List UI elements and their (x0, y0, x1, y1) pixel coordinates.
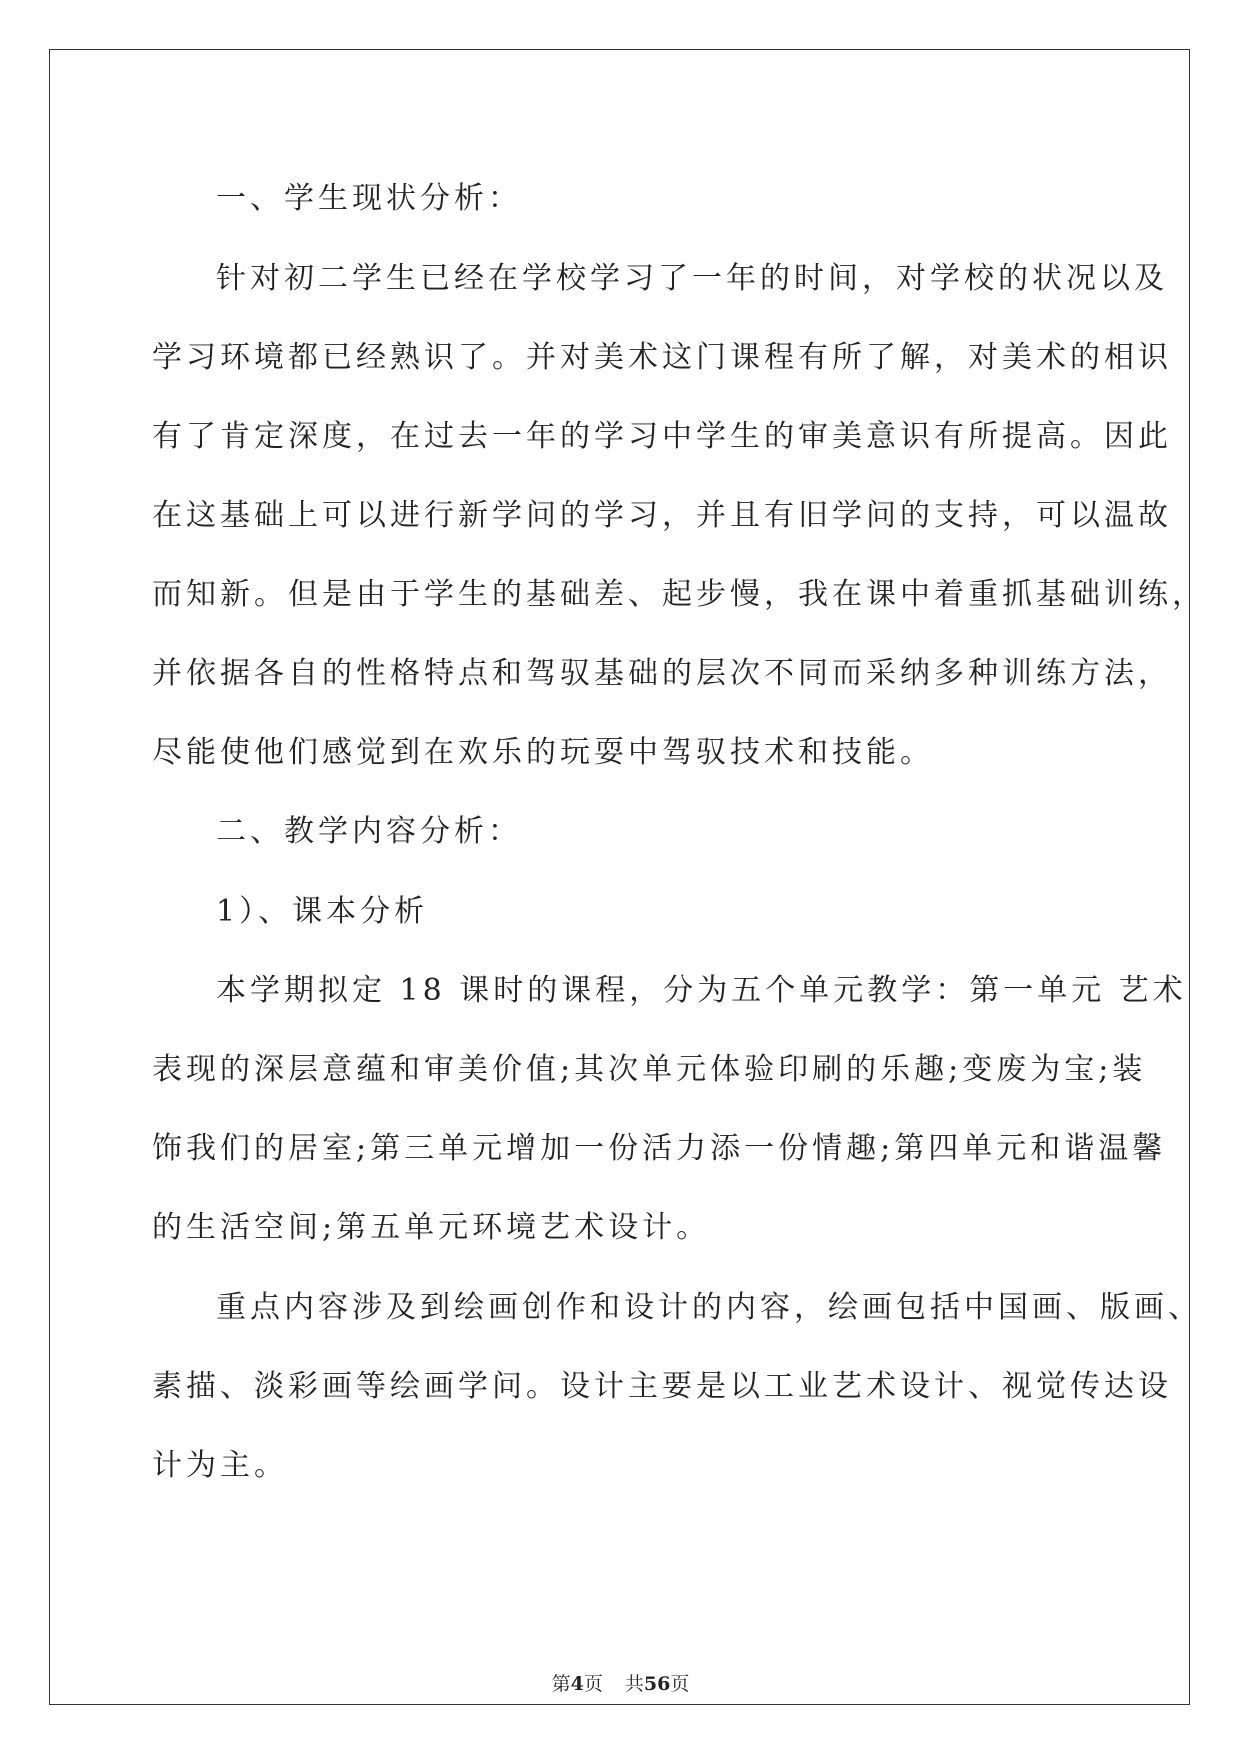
heading-student-status: 一、学生现状分析： (216, 181, 522, 216)
heading-teaching-content: 二、教学内容分析： (216, 814, 522, 849)
paragraph-line: 素描、淡彩画等绘画学问。设计主要是以工业艺术设计、视觉传达设 (152, 1369, 1172, 1404)
paragraph-line: 在这基础上可以进行新学问的学习，并且有旧学问的支持，可以温故 (152, 498, 1172, 533)
page-footer (0, 1672, 1241, 1696)
paragraph-line: 本学期拟定 18 课时的课程，分为五个单元教学：第一单元 艺术 (216, 973, 1187, 1008)
page-current: 4 (570, 1673, 584, 1695)
paragraph-line: 有了肯定深度，在过去一年的学习中学生的审美意识有所提高。因此 (152, 419, 1172, 454)
paragraph-line: 计为主。 (152, 1448, 288, 1483)
paragraph-line: 表现的深层意蕴和审美价值;其次单元体验印刷的乐趣;变废为宝;装 (152, 1052, 1147, 1087)
paragraph-line: 并依据各自的性格特点和驾驭基础的层次不同而采纳多种训练方法， (152, 656, 1172, 691)
page-prefix: 第 (551, 1673, 571, 1695)
paragraph-line: 而知新。但是由于学生的基础差、起步慢，我在课中着重抓基础训练， (152, 577, 1206, 612)
paragraph-line: 重点内容涉及到绘画创作和设计的内容，绘画包括中国画、版画、 (216, 1290, 1202, 1325)
page-total: 56 (643, 1673, 671, 1695)
page-suffix: 页 (583, 1673, 603, 1695)
total-suffix: 页 (670, 1673, 690, 1695)
paragraph-line: 的生活空间;第五单元环境艺术设计。 (152, 1210, 711, 1245)
paragraph-line: 饰我们的居室;第三单元增加一份活力添一份情趣;第四单元和谐温馨 (152, 1131, 1167, 1166)
total-prefix: 共 (624, 1673, 644, 1695)
paragraph-line: 尽能使他们感觉到在欢乐的玩耍中驾驭技术和技能。 (152, 735, 934, 770)
paragraph-line: 学习环境都已经熟识了。并对美术这门课程有所了解，对美术的相识 (152, 340, 1172, 375)
subheading-textbook-analysis: 1）、课本分析 (216, 894, 429, 929)
paragraph-line: 针对初二学生已经在学校学习了一年的时间，对学校的状况以及 (216, 261, 1168, 296)
